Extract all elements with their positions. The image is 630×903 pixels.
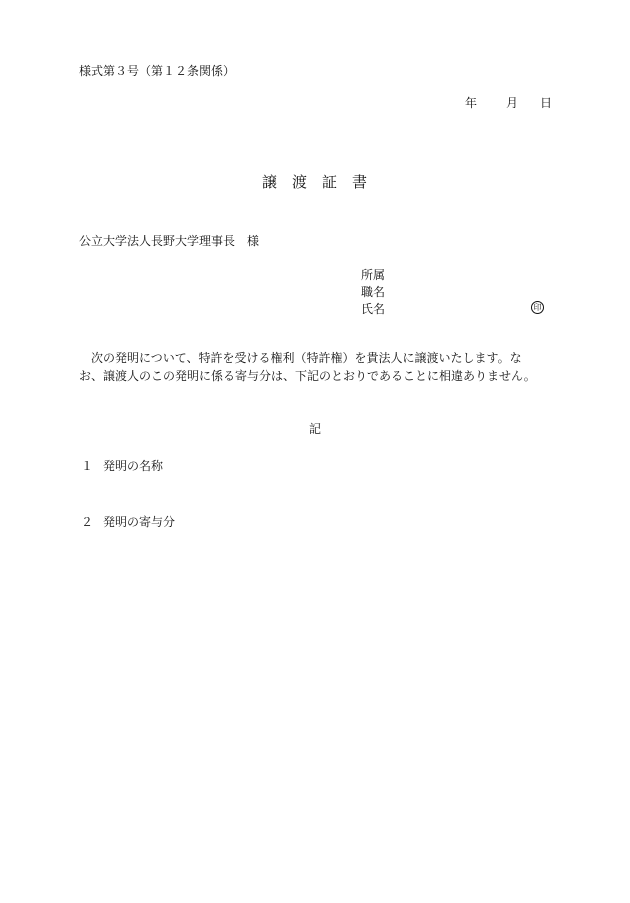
item-number: １ [81,459,94,473]
position-label: 職名 [361,285,386,299]
body-line-2: お、譲渡人のこの発明に係る寄与分は、下記のとおりであることに相違ありません。 [79,369,536,383]
addressee: 公立大学法人長野大学理事長 様 [79,234,260,248]
form-number: 様式第３号（第１２条関係） [79,64,236,78]
item-label: 発明の名称 [103,459,164,473]
ki-heading: 記 [309,422,322,436]
body-paragraph [79,349,549,385]
list-item [81,515,175,530]
date-line [465,96,552,111]
document-title: 譲 渡 証 書 [262,173,368,191]
body-line-1: 次の発明について、特許を受ける権利（特許権）を貴法人に譲渡いたします。な [79,351,522,365]
date-month-label: 月 [506,96,519,110]
seal-icon: 印 [531,301,544,314]
affiliation-label: 所属 [361,268,386,282]
item-number: ２ [81,515,94,529]
item-label: 発明の寄与分 [103,515,176,529]
applicant-block [361,267,385,318]
name-label: 氏名 [361,302,386,316]
date-year-label: 年 [465,96,478,110]
date-day-label: 日 [540,96,553,110]
seal-mark-container [531,299,544,314]
list-item [81,459,163,474]
